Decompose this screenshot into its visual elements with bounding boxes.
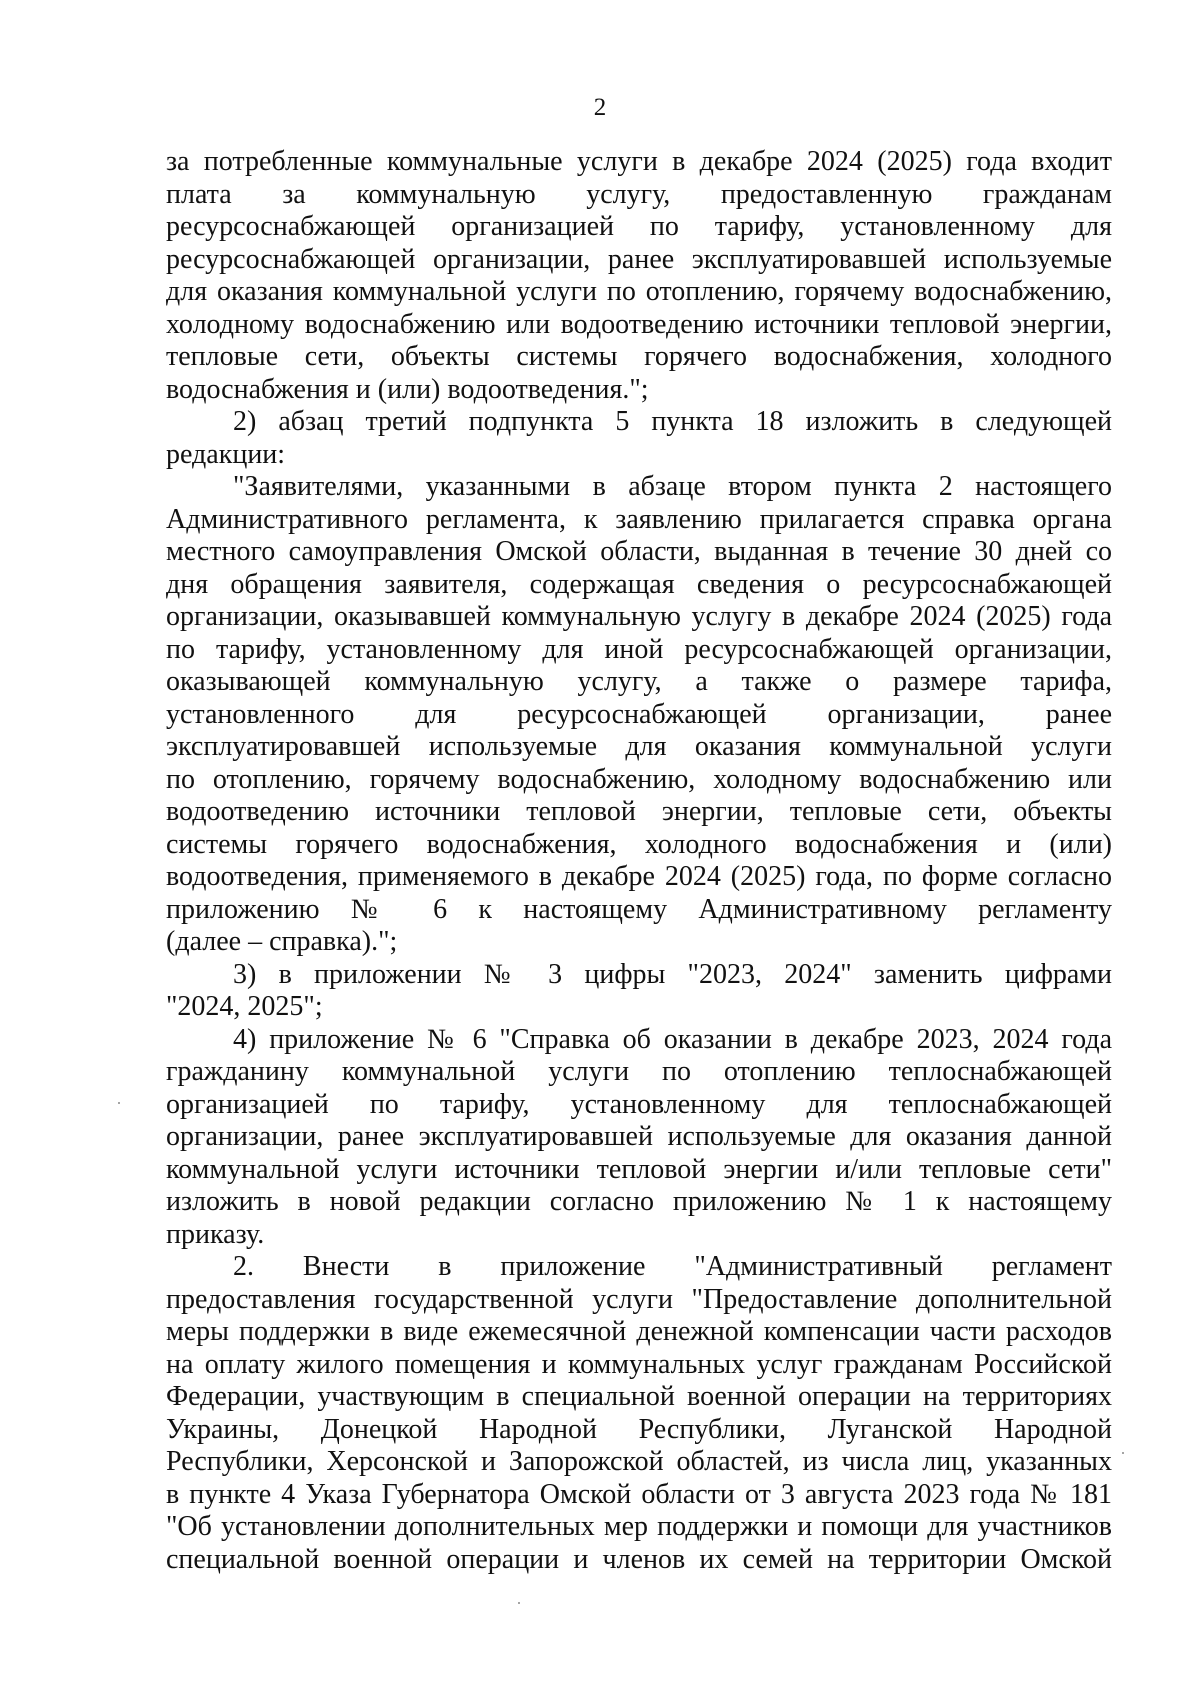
text-line: ресурсоснабжающей организации, ранее эксплуатировавшей используемые [166,243,1112,275]
text-line: организацией по тарифу, установленному для теплоснабжающей [166,1088,1112,1120]
text-line: Украины, Донецкой Народной Республики, Луганской Народной [166,1413,1112,1445]
text-line: 2. Внести в приложение "Административный регламент [233,1251,1112,1282]
text-line: тепловые сети, объекты системы горячего водоснабжения, холодного [166,341,1112,372]
text-line: приложению № 6 к настоящему Административному регламенту [166,893,1112,925]
text-line: по отоплению, горячему водоснабжению, холодному водоснабжению или [166,763,1112,795]
text-line: редакции: [166,438,286,470]
scan-speck [518,1602,520,1604]
text-line: местного самоуправления Омской области, выданная в течение 30 дней со [166,536,1112,567]
text-line: дня обращения заявителя, содержащая сведения о ресурсоснабжающей [166,568,1112,600]
text-line: плата за коммунальную услугу, предоставленную гражданам [166,178,1112,210]
text-line: за потребленные коммунальные услуги в декабре 2024 (2025) года входит [166,146,1112,177]
text-line: организации, ранее эксплуатировавшей используемые для оказания данной [166,1121,1112,1152]
text-line: установленного для ресурсоснабжающей организации, ранее [166,698,1112,730]
text-line: "2024, 2025"; [166,991,323,1022]
text-line: в пункте 4 Указа Губернатора Омской области от 3 августа 2023 года № 181 [166,1478,1112,1510]
text-line: по тарифу, установленному для иной ресурсоснабжающей организации, [166,633,1112,665]
text-line: холодному водоснабжению или водоотведению источники тепловой энергии, [166,308,1112,340]
text-line: "Заявителями, указанными в абзаце втором пункта 2 настоящего [233,471,1112,502]
text-line: (далее – справка)."; [166,926,398,957]
text-line: системы горячего водоснабжения, холодного водоснабжения и (или) [166,828,1112,860]
text-line: водоотведению источники тепловой энергии, тепловые сети, объекты [166,796,1112,827]
text-line: 4) приложение № 6 "Справка об оказании в декабре 2023, 2024 года [233,1023,1112,1055]
text-line: приказу. [166,1218,265,1250]
text-line: коммунальной услуги источники тепловой энергии и/или тепловые сети" [166,1153,1112,1185]
text-line: Федерации, участвующим в специальной военной операции на территориях [166,1381,1112,1412]
text-line: меры поддержки в виде ежемесячной денежной компенсации части расходов [166,1316,1112,1347]
document-body [166,146,1112,1576]
page-number: 2 [593,94,607,121]
text-line: предоставления государственной услуги "Предоставление дополнительной [166,1283,1112,1315]
text-line: для оказания коммунальной услуги по отоплению, горячему водоснабжению, [166,276,1112,307]
text-line: специальной военной операции и членов их семей на территории Омской [166,1543,1112,1575]
text-line: водоснабжения и (или) водоотведения."; [166,373,649,405]
text-line: Административного регламента, к заявлению прилагается справка органа [166,503,1112,535]
text-line: ресурсоснабжающей организацией по тарифу, установленному для [166,211,1112,242]
text-line: 3) в приложении № 3 цифры "2023, 2024" заменить цифрами [233,958,1112,990]
text-line: организации, оказывавшей коммунальную услугу в декабре 2024 (2025) года [166,601,1112,632]
text-line: эксплуатировавшей используемые для оказания коммунальной услуги [166,731,1112,762]
text-line: 2) абзац третий подпункта 5 пункта 18 изложить в следующей [233,406,1112,437]
text-line: гражданину коммунальной услуги по отоплению теплоснабжающей [166,1056,1112,1087]
scan-speck [1122,1452,1124,1454]
text-line: Республики, Херсонской и Запорожской областей, из числа лиц, указанных [166,1446,1112,1477]
text-line: водоотведения, применяемого в декабре 2024 (2025) года, по форме согласно [166,861,1112,892]
text-line: изложить в новой редакции согласно приложению № 1 к настоящему [166,1186,1112,1217]
text-line: оказывающей коммунальную услугу, а также о размере тарифа, [166,666,1112,697]
text-line: "Об установлении дополнительных мер поддержки и помощи для участников [166,1511,1112,1542]
text-line: на оплату жилого помещения и коммунальных услуг гражданам Российской [166,1348,1112,1380]
scan-speck [118,1102,120,1104]
